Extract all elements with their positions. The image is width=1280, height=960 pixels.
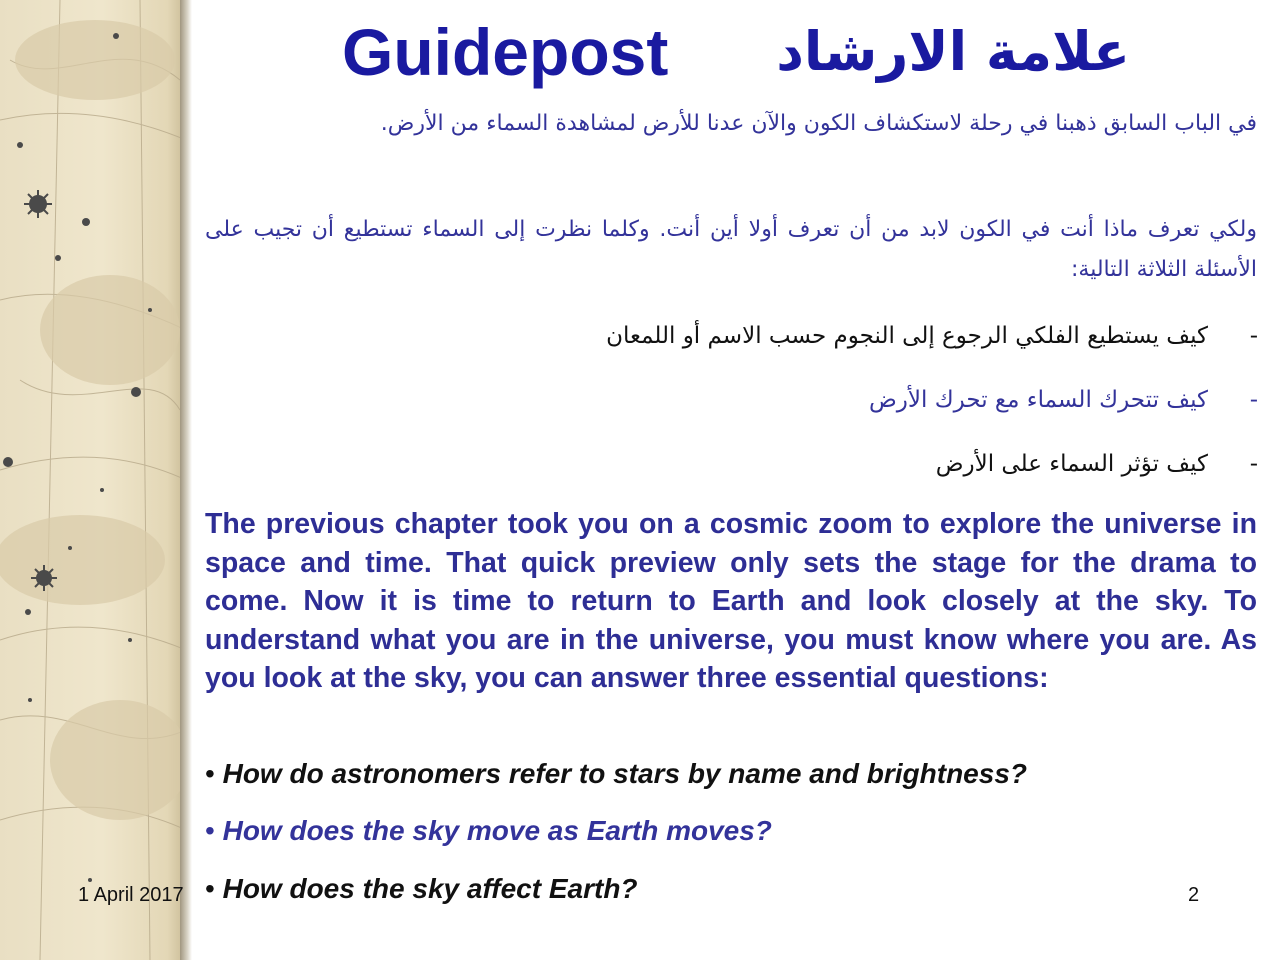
arabic-bullet-text: كيف يستطيع الفلكي الرجوع إلى النجوم حسب الاسم أو اللمعان <box>606 323 1208 349</box>
footer-date: 1 April 2017 <box>78 884 184 906</box>
english-bullet-3 <box>205 871 1257 907</box>
arabic-bullet-text: كيف تؤثر السماء على الأرض <box>935 451 1208 477</box>
arabic-bullet-1 <box>206 316 1258 356</box>
bullet-marker: • <box>205 758 215 789</box>
arabic-paragraph-1: في الباب السابق ذهبنا في رحلة لاستكشاف الكون والآن عدنا للأرض لمشاهدة السماء من الأرض. <box>380 111 1257 136</box>
arabic-paragraph-2: ولكي تعرف ماذا أنت في الكون لابد من أن تعرف أولا أين أنت. وكلما نظرت إلى السماء تستطيع أن تجيب على الأسئلة الثلاثة التالية: <box>205 217 1257 282</box>
bullet-marker: • <box>205 873 215 904</box>
bullet-marker: - <box>1249 451 1258 477</box>
bullet-marker: • <box>205 815 215 846</box>
arabic-bullet-text: كيف تتحرك السماء مع تحرك الأرض <box>868 387 1208 413</box>
english-bullet-2 <box>205 813 1257 849</box>
arabic-bullet-2 <box>206 380 1258 420</box>
english-bullet-text: How does the sky move as Earth moves? <box>222 815 772 846</box>
english-bullet-text: How does the sky affect Earth? <box>222 873 638 904</box>
bullet-marker: - <box>1249 387 1258 413</box>
english-bullet-1 <box>205 756 1257 792</box>
star-chart-art <box>0 0 186 960</box>
english-paragraph: The previous chapter took you on a cosmic zoom to explore the universe in space and time. That quick preview only sets the stage for the drama to come. Now it is time to return to Earth and look closely at the sky. To understand what you are in the universe, you must know where you are. As you look at the sky, you can answer three essential questions: <box>205 508 1257 694</box>
page-number: 2 <box>1188 884 1200 906</box>
bullet-marker: - <box>1249 323 1258 349</box>
title-english: Guidepost <box>342 15 669 89</box>
star-chart-decoration <box>0 0 186 960</box>
strip-shadow <box>180 0 192 960</box>
arabic-bullet-3 <box>206 444 1258 484</box>
title-arabic: علامة الارشاد <box>776 20 1130 83</box>
english-bullet-text: How do astronomers refer to stars by name and brightness? <box>222 758 1027 789</box>
